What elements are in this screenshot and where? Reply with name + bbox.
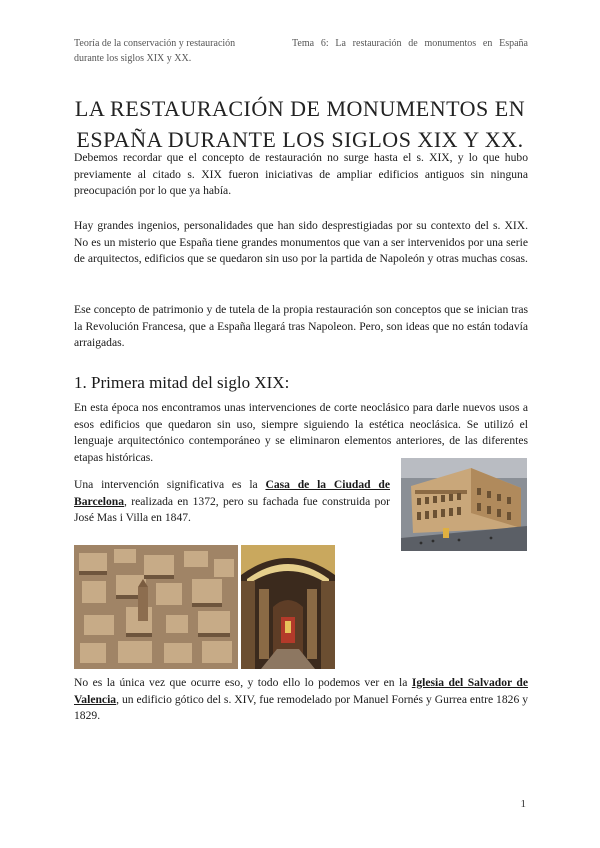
document-title: LA RESTAURACIÓN DE MONUMENTOS EN ESPAÑA DURANTE LOS SIGLOS XIX Y XX. [74, 96, 526, 152]
text-segment: Una intervención significativa es la [74, 478, 266, 491]
image-iglesia-salvador-interior [241, 545, 335, 669]
paragraph-patrimonio: Ese concepto de patrimonio y de tutela de la propia restauración son conceptos que se inician tras la Revolución Francesa, que a España llegará tras Napoleon. Pero, son ideas que no están todavía arraigadas. [74, 303, 528, 349]
link-iglesia-salvador-valencia[interactable]: Iglesia del Salvador de Valencia [74, 676, 528, 706]
header-topic-title: Tema 6: La restauración de monumentos en España [292, 38, 528, 49]
section-heading: 1. Primera mitad del siglo XIX: [74, 373, 290, 392]
link-casa-ciudad-barcelona[interactable]: Casa de la Ciudad de Barcelona [74, 478, 390, 508]
text-segment: , realizada en 1372, pero su fachada fue construida por José Mas i Villa en 1847. [74, 494, 390, 524]
image-vista-aerea-valencia [74, 545, 238, 669]
paragraph-neoclasico: En esta época nos encontramos unas intervenciones de corte neoclásico para darle nuevos usos a esos edificios que quedaron sin uso, siempre siguiendo la estética neoclásica. Se utilizó el lenguaje arquitectónico contemporáneo y se eliminaron elementos anteriores, de las diferentes etapas históricas. [74, 401, 528, 464]
paragraph-intro: Debemos recordar que el concepto de restauración no surge hasta el s. XIX, y lo que hubo previamente al citado s. XIX fueron iniciativas de ampliar edificios antiguos sin ninguna preocupación por lo que ya había. [74, 151, 528, 197]
paragraph-barcelona [74, 477, 390, 527]
page-number: 1 [520, 798, 526, 810]
paragraph-ingenios: Hay grandes ingenios, personalidades que han sido desprestigiadas por su contexto del s. XIX. No es un misterio que España tiene grandes monumentos que van a ser intervenidos por una serie de arquitectos, edificios que se quedaron sin uso por la partida de Napoleón y otras muchas cosas. [74, 219, 528, 265]
header-course-title: Teoría de la conservación y restauración durante los siglos XIX y XX. [74, 38, 236, 64]
text-segment: , un edificio gótico del s. XIV, fue remodelado por Manuel Fornés y Gurrea entre 1826 y 1829. [74, 692, 528, 722]
text-segment: No es la única vez que ocurre eso, y todo ello lo podemos ver en la [74, 676, 412, 689]
image-casa-ciudad-barcelona [401, 458, 527, 551]
paragraph-valencia [74, 675, 528, 725]
